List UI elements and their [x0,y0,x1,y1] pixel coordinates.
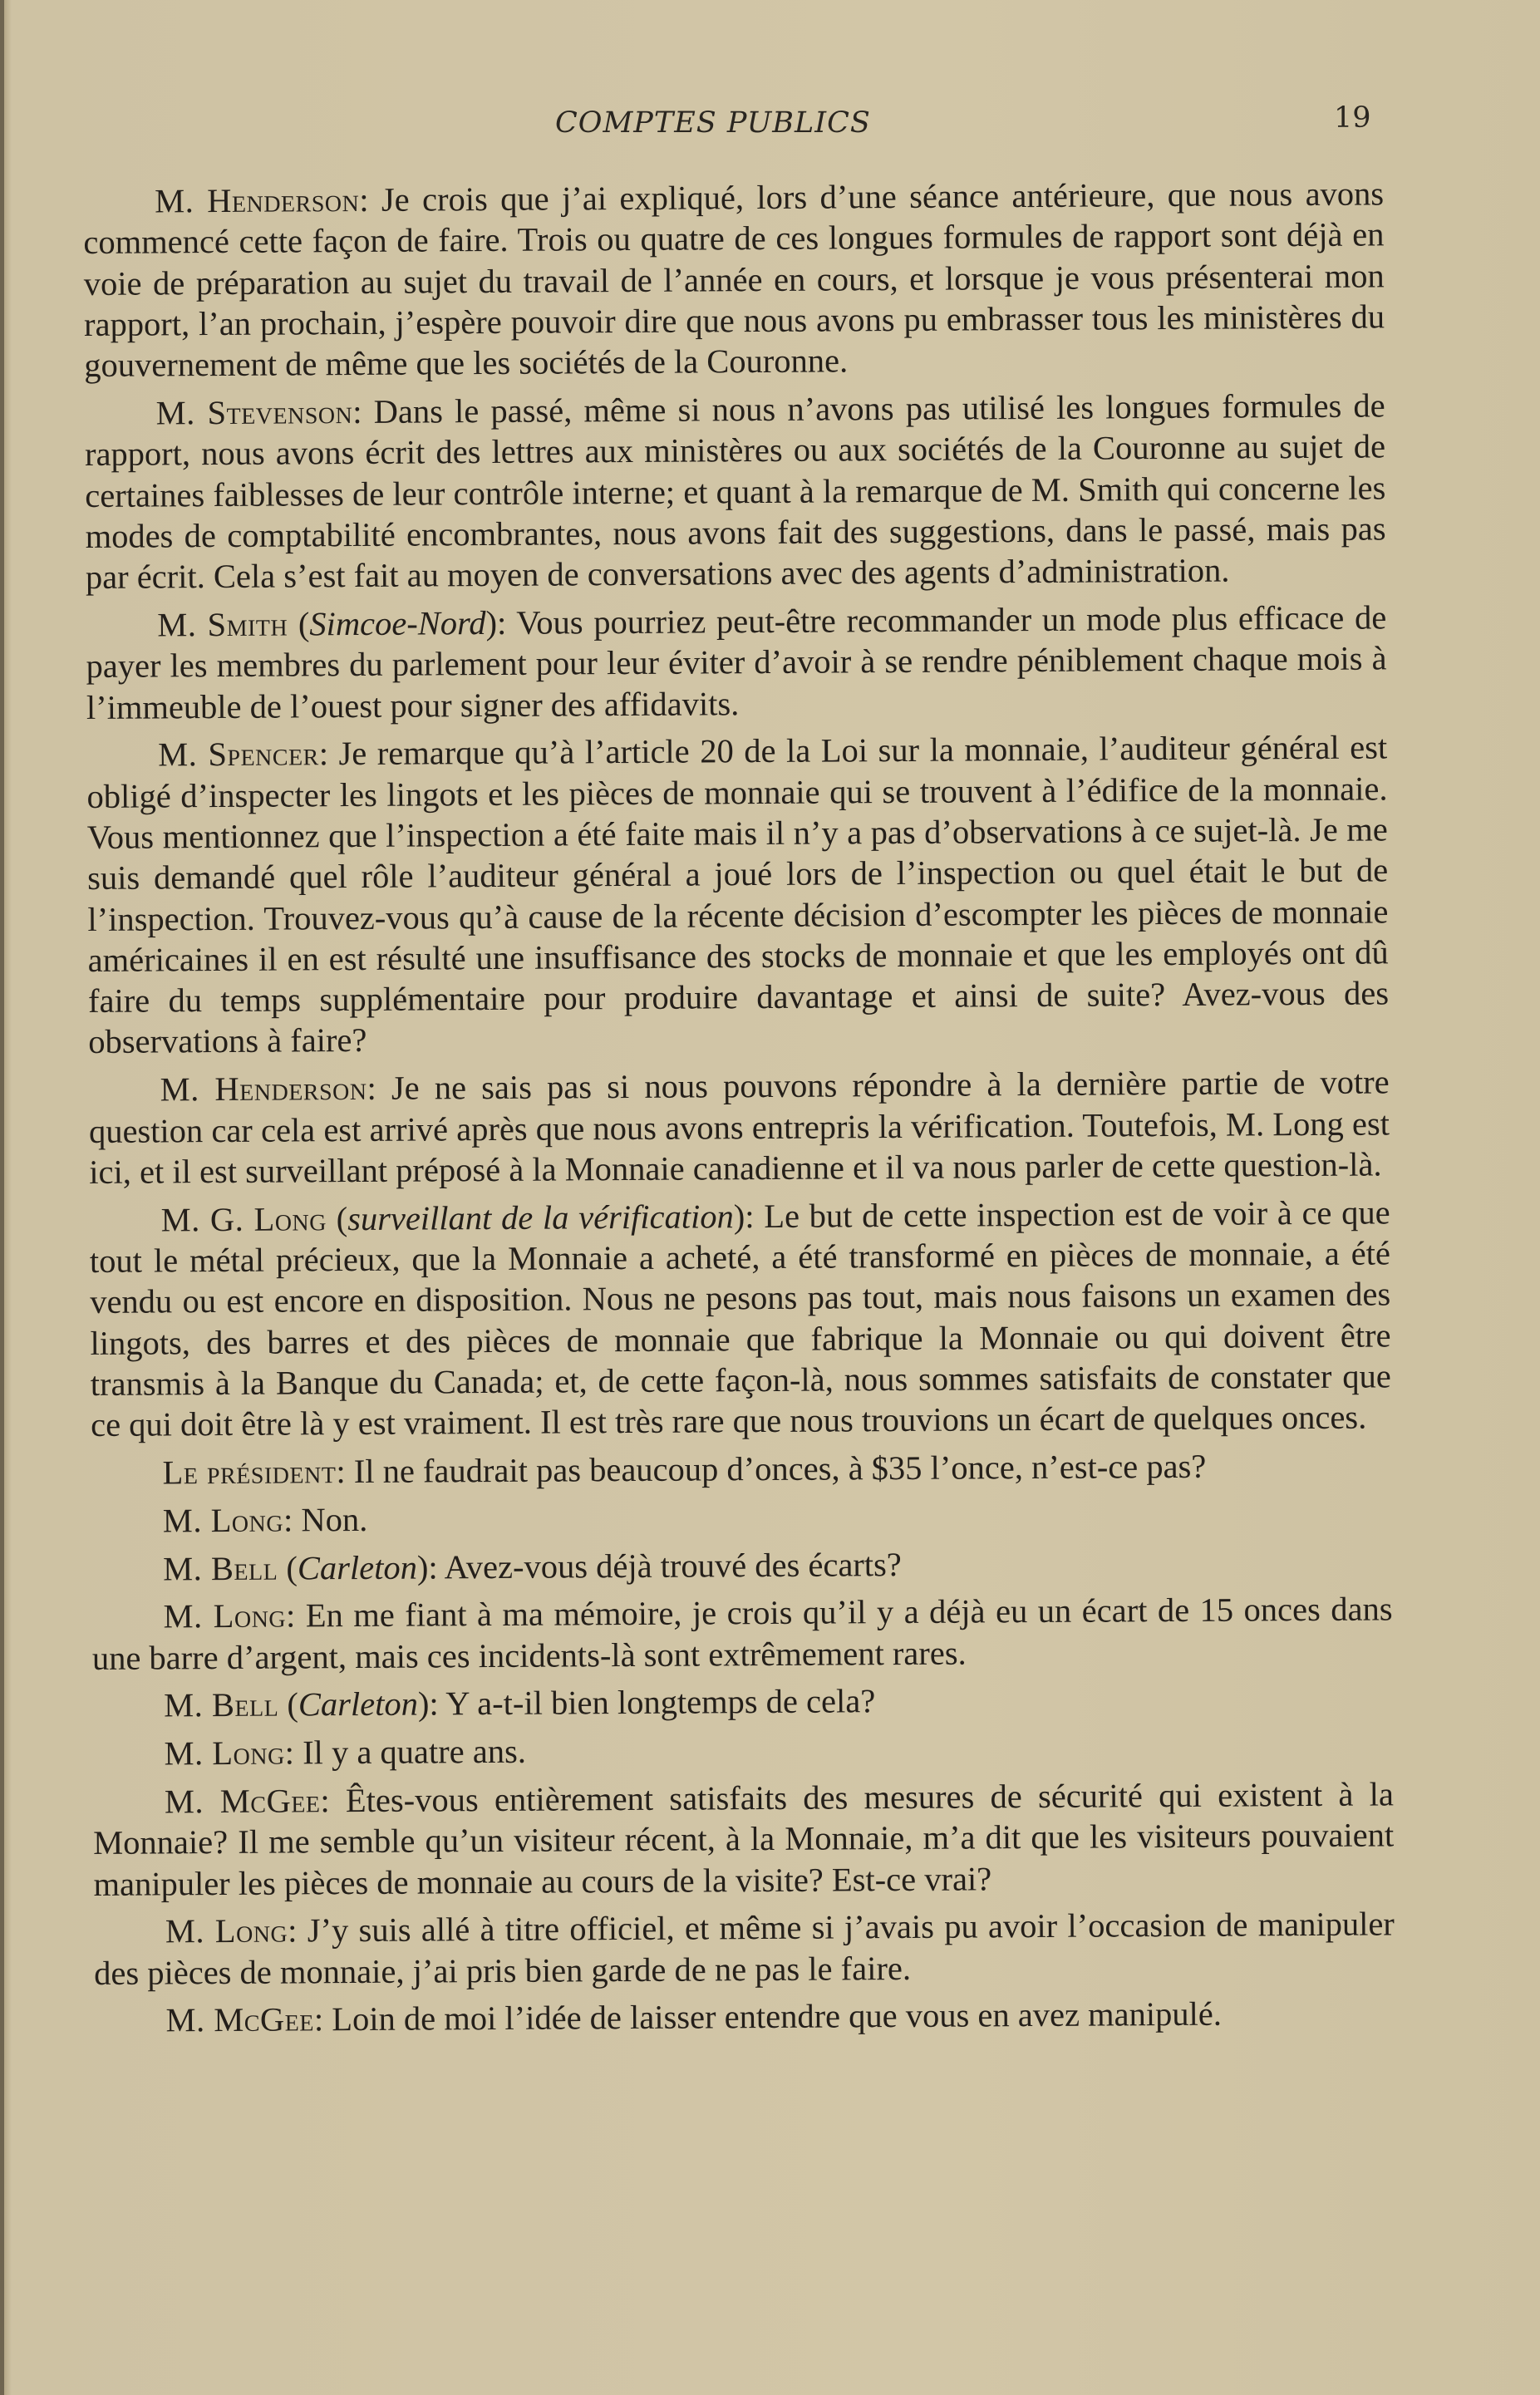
affiliation-close: ) [416,1547,429,1586]
speaker-name: M. Stevenson [155,393,353,432]
affiliation-open: ( [288,605,310,643]
speaker-separator: : [496,603,517,642]
speaker-name: M. Long [162,1501,284,1540]
speech-paragraph [94,1993,1395,2042]
page-number: 19 [1334,101,1371,135]
speaker-separator: : [367,1069,392,1108]
speaker-separator: : [352,392,374,431]
speech-paragraph [91,1444,1391,1493]
speaker-separator: : [320,1782,347,1820]
speaker-name: M. McGee [165,2000,315,2039]
speech-text: Dans le passé, même si nous n’avons pas utilisé les longues formules de rapport, nous avons écrit des lettres aux ministères ou aux sociétés de la Couronne au sujet de certaines faiblesses de leur contrôle interne; et quant à la remarque de M. Smith qui concerne les modes de comptabilité encombrantes, nous avons fait des suggestions, dans le passé, mais pas par écrit. Cela s’est fait au moyen de conversations avec des agents d’administration. [84,386,1386,597]
speaker-name: M. Long [165,1911,288,1950]
speaker-name: M. Long [164,1734,285,1773]
speaker-name: M. G. Long [160,1199,327,1239]
speech-text: Non. [301,1500,368,1539]
speaker-separator: : [285,1596,306,1635]
speaker-name: M. Long [163,1596,287,1635]
speech-text: Je ne sais pas si nous pouvons répondre à la dernière partie de votre question car cela est arrivé après que nous avons entrepris la vérification. Toutefois, M. Long est ici, et il est surveillant préposé à la Monnaie canadienne et il va nous parler de cette question-là. [88,1063,1390,1191]
speaker-separator: : [284,1734,303,1772]
speaker-name: M. Bell [163,1549,278,1587]
speech-text: J’y suis allé à titre officiel, et même si j’avais pu avoir l’occasion de manipuler des pièces de monnaie, j’ai pris bien garde de ne pas le faire. [94,1905,1395,1992]
speech-text: Êtes-vous entièrement satisfaits des mesures de sécurité qui existent à la Monnaie? Il me semble qu’un visiteur récent, à la Monnaie, m’a dit que les visiteurs pouvaient manipuler les pièces de monnaie au cours de la visite? Est-ce vrai? [93,1775,1395,1903]
speaker-separator: : [283,1501,302,1539]
affiliation-close: ) [417,1684,430,1723]
speech-paragraph [85,385,1386,598]
speaker-affiliation: Carleton [297,1548,418,1586]
speech-text: Vous pourriez peut-être recommander un mode plus efficace de payer les membres du parlement pour leur éviter d’avoir à se rendre péniblement chaque mois à l’immeuble de l’ouest pour signer des affidavits. [86,598,1387,726]
speech-paragraph [91,1493,1392,1542]
running-title: COMPTES PUBLICS [555,106,871,140]
transcript-body [83,173,1395,2048]
speaker-separator: : [313,2000,332,2038]
speech-text: Le but de cette inspection est de voir à ce que tout le métal précieux, que la Monnaie a acheté, a été transformé en pièces de monnaie, a été vendu ou est encore en disposition. Nous ne pesons pas tout, mais nous faisons un examen des lingots, des barres et des pièces de monnaie que fabrique la Monnaie ou qui doivent être transmis à la Banque du Canada; et, de cette façon-là, nous sommes satisfaits de constater que ce qui doit être là y est vraiment. Il est très rare que nous trouvions un écart de quelques onces. [89,1193,1391,1444]
speech-text: Il ne faudrait pas beaucoup d’onces, à $35 l’once, n’est-ce pas? [353,1447,1207,1490]
speaker-separator: : [318,735,339,773]
speaker-separator: : [288,1911,308,1950]
speech-text: Je crois que j’ai expliqué, lors d’une séance antérieure, que nous avons commencé cette façon de faire. Trois ou quatre de ces longues formules de rapport sont déjà en voie de préparation au sujet du travail de l’année en cours, et lorsque je vous présenterai mon rapport, l’an prochain, j’espère pouvoir dire que nous avons pu embrasser tous les ministères du gouvernement de même que les sociétés de la Couronne. [83,175,1385,385]
affiliation-close: ) [733,1197,745,1235]
speaker-affiliation: surveillant de la vérification [347,1197,734,1237]
speaker-separator: : [359,180,382,219]
speech-paragraph [93,1773,1395,1904]
speech-paragraph [91,1541,1392,1590]
speaker-name: M. Henderson [155,180,360,220]
speech-paragraph [86,727,1389,1063]
speech-text: Je remarque qu’à l’article 20 de la Loi sur la monnaie, l’auditeur général est obligé d’inspecter les lingots et les pièces de monnaie qui se trouvent à l’édifice de la monnaie. Vous mentionnez que l’inspection a été faite mais il n’y a pas d’observations à ce sujet-là. Je me suis demandé quel rôle l’auditeur général a joué lors de l’inspection ou quel était le but de l’inspection. Trouvez-vous qu’à cause de la récente décision d’escompter les pièces de monnaie américaines il en est résulté une insuffisance des stocks de monnaie et que les employés ont dû faire du temps supplémentaire pour produire davantage et ainsi de suite? Avez-vous des observations à faire? [86,728,1390,1061]
speaker-name: M. Spencer [158,735,319,774]
speaker-separator: : [336,1452,354,1491]
speech-paragraph [92,1726,1393,1775]
speech-text: En me fiant à ma mémoire, je crois qu’il y a déjà eu un écart de 15 onces dans une barre d’argent, mais ces incidents-là sont extrêmement rares. [91,1590,1393,1677]
speech-paragraph [94,1904,1395,1994]
speech-text: Avez-vous déjà trouvé des écarts? [444,1545,902,1586]
page-header [0,101,1540,156]
speech-paragraph [89,1192,1391,1445]
speaker-separator: : [745,1197,765,1235]
speaker-name: M. McGee [164,1782,321,1821]
affiliation-open: ( [278,1685,299,1724]
affiliation-open: ( [278,1548,298,1587]
speaker-name: Le président [162,1453,337,1492]
page-binding-edge [0,0,4,2395]
affiliation-close: ) [485,603,498,642]
speech-paragraph [89,1062,1390,1193]
speech-text: Y a-t-il bien longtemps de cela? [445,1682,876,1723]
speaker-affiliation: Carleton [298,1684,419,1724]
speech-paragraph [91,1589,1393,1679]
speech-text: Il y a quatre ans. [302,1732,527,1772]
speaker-affiliation: Simcoe-Nord [309,604,486,643]
speaker-separator: : [429,1684,446,1723]
affiliation-open: ( [326,1199,348,1237]
speaker-separator: : [428,1547,445,1586]
speech-paragraph [92,1678,1393,1727]
speech-text: Loin de moi l’idée de laisser entendre que vous en avez manipulé. [332,1995,1223,2038]
speech-paragraph [86,597,1387,727]
speaker-name: M. Smith [157,605,288,644]
speech-paragraph [83,173,1385,386]
speaker-name: M. Henderson [160,1070,367,1109]
speaker-name: M. Bell [164,1685,279,1724]
